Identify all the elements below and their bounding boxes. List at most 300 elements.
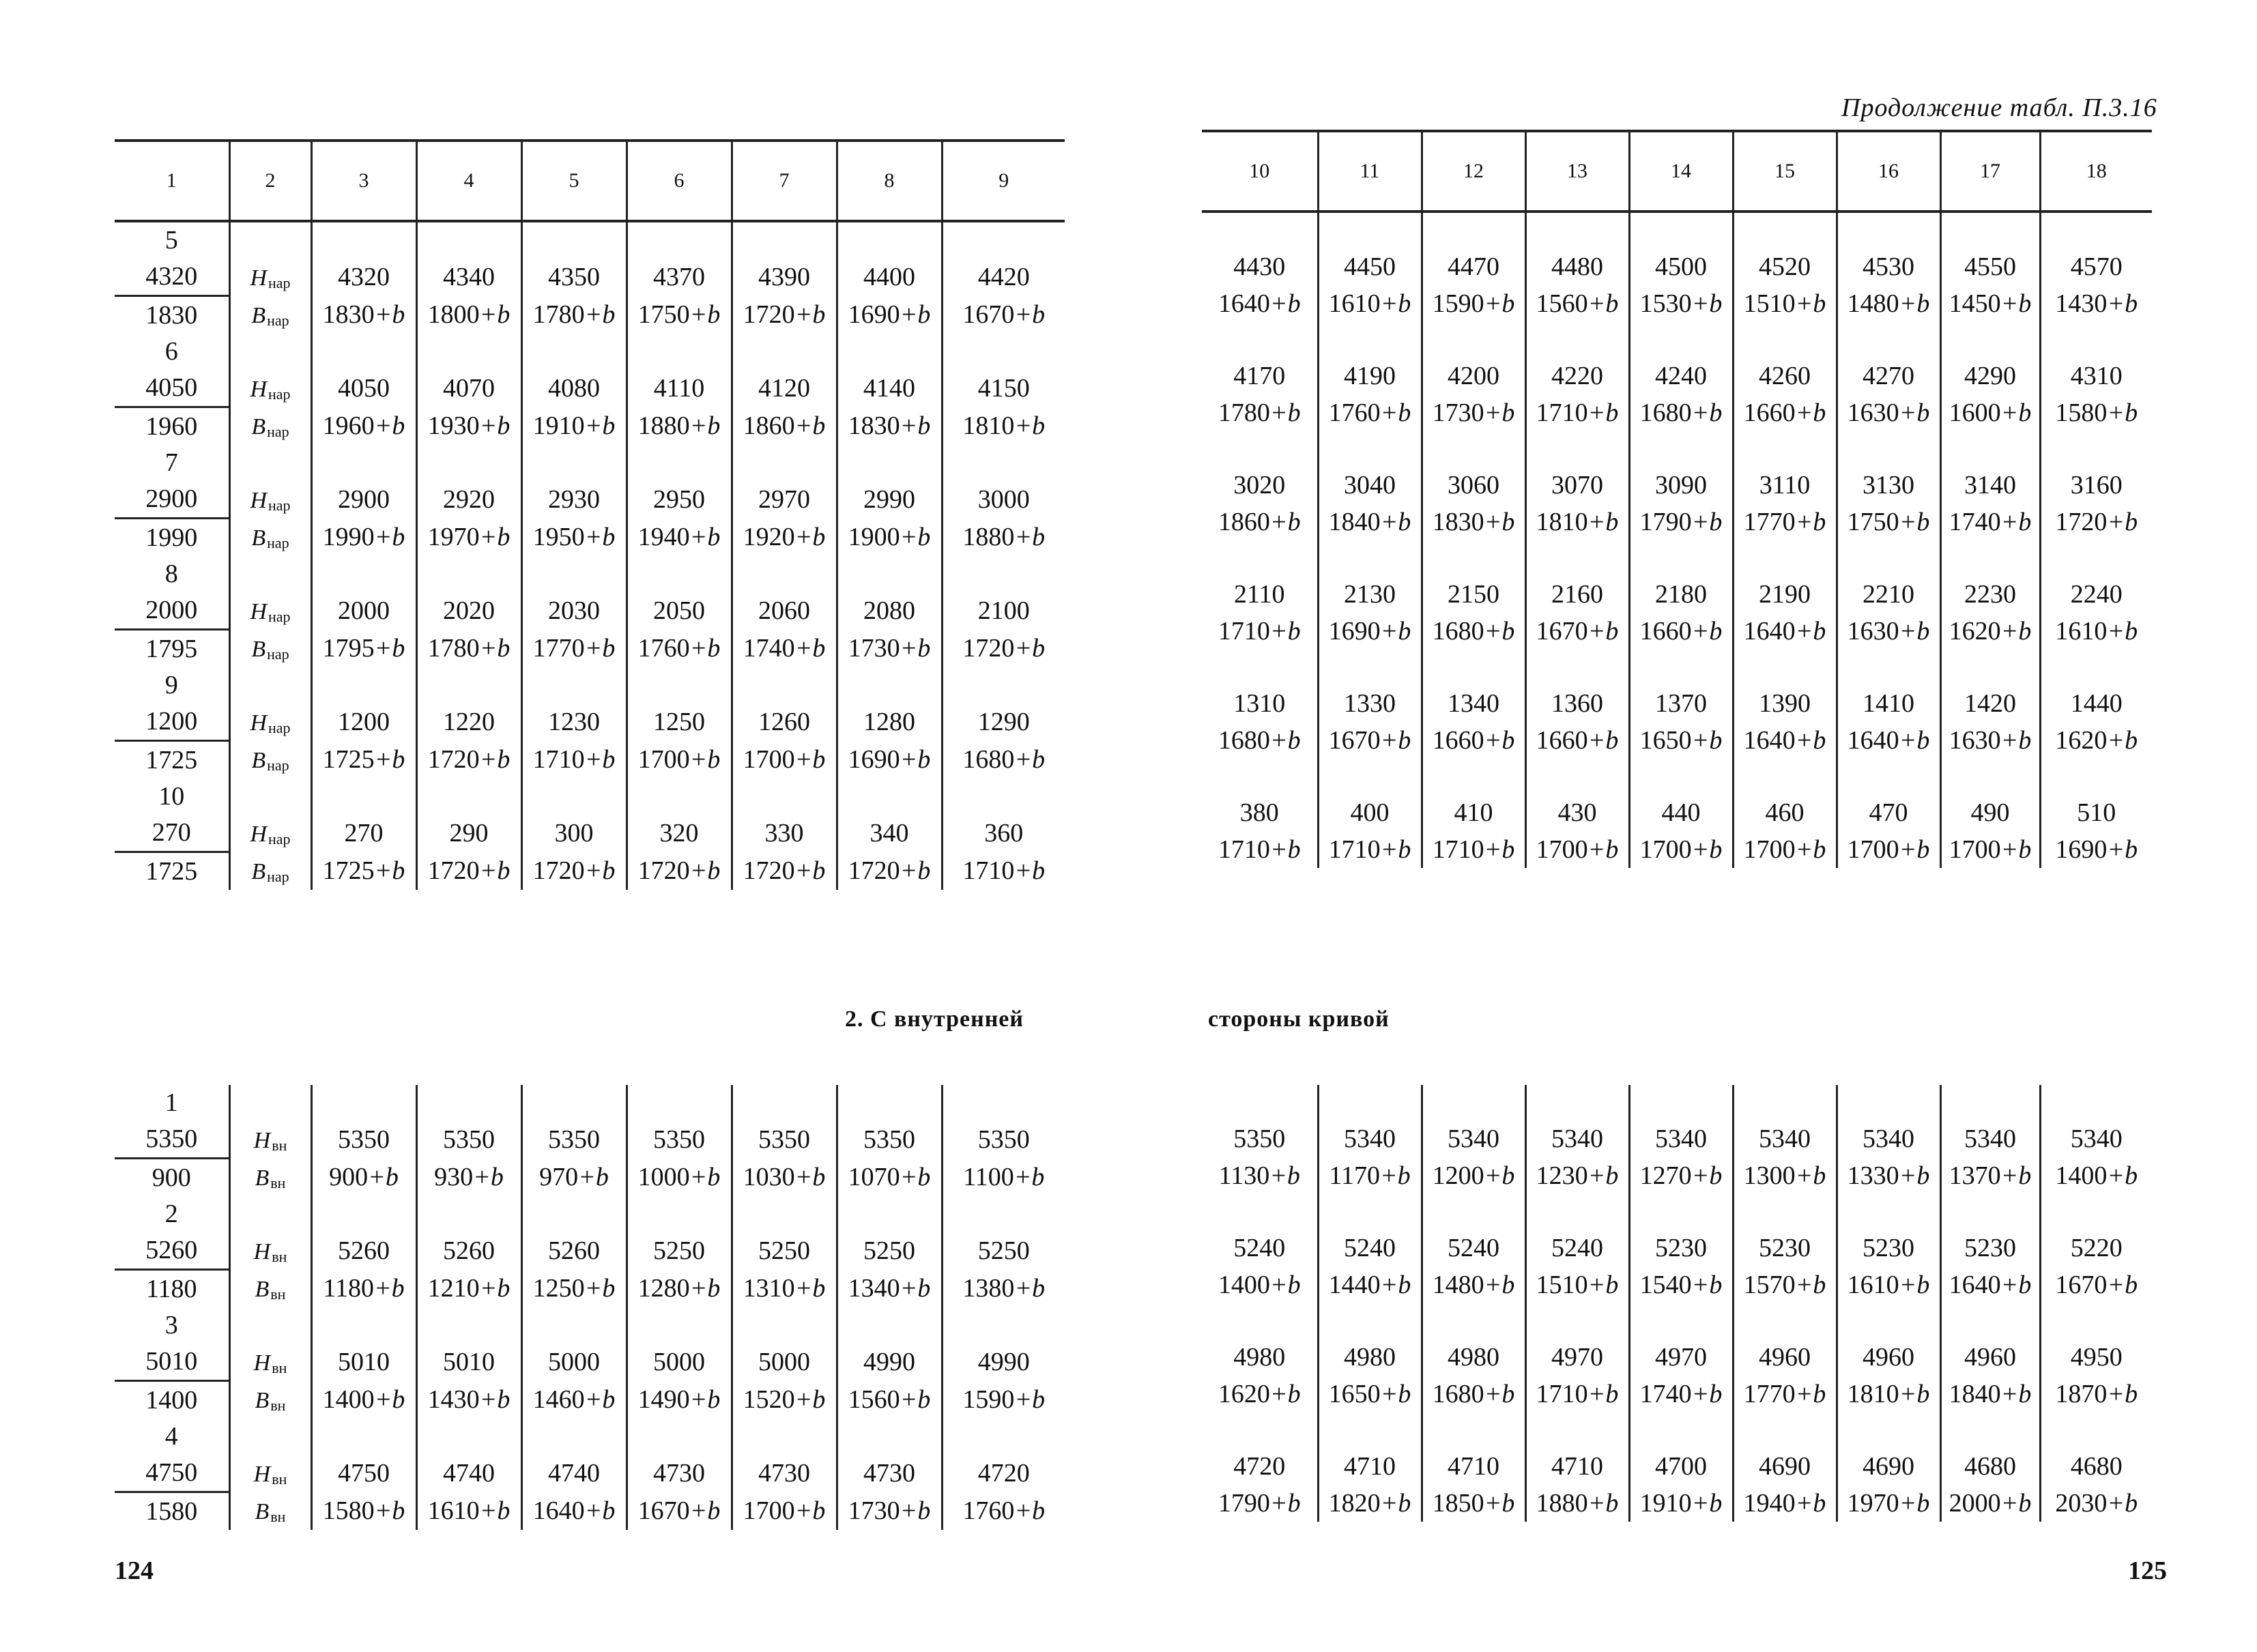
spacer-cell xyxy=(1837,1412,1940,1448)
h-value-cell xyxy=(1422,685,1525,722)
plus-b: +b xyxy=(1899,726,1930,755)
h-value-cell xyxy=(1318,467,1422,504)
b-value-cell xyxy=(1318,1266,1422,1303)
spacer-cell xyxy=(1940,1194,2040,1230)
b-value-cell xyxy=(521,630,627,668)
cell-value: 1680 xyxy=(1639,398,1692,427)
b-label-letter: B xyxy=(251,637,266,663)
group-index: 7 xyxy=(164,448,178,477)
b-value-cell xyxy=(311,1159,416,1197)
header-col-13: 13 xyxy=(1525,131,1629,212)
spacer-cell xyxy=(1733,540,1837,576)
spacer-cell xyxy=(311,1196,416,1232)
cell-value: 1840 xyxy=(1949,1380,2001,1408)
cell-value: 5230 xyxy=(1863,1234,1914,1262)
h-value-cell xyxy=(1422,1339,1525,1376)
cell-value: 1760 xyxy=(962,1496,1015,1526)
cell-value: 1720 xyxy=(427,856,480,886)
b-value-cell xyxy=(1837,1485,1940,1522)
spacer-cell xyxy=(2040,1303,2152,1339)
cell-value: 1610 xyxy=(1328,289,1381,318)
spacer-cell xyxy=(1202,1085,1318,1120)
plus-b: +b xyxy=(1795,1489,1826,1518)
h-value-cell xyxy=(416,369,521,407)
plus-b: +b xyxy=(689,745,721,774)
cell-value: 1330 xyxy=(1344,689,1396,718)
spacer-cell xyxy=(229,779,311,814)
cell-value: 4550 xyxy=(1964,252,2016,281)
cell-value: 1630 xyxy=(1949,726,2001,755)
h-value-cell xyxy=(1940,248,2040,285)
spacer-cell xyxy=(942,334,1065,369)
cell-value: 5340 xyxy=(1964,1125,2016,1153)
plus-b: +b xyxy=(1380,1380,1411,1408)
header-col-17: 17 xyxy=(1940,131,2040,212)
plus-b: +b xyxy=(479,523,511,552)
plus-b: +b xyxy=(374,1496,405,1526)
group-key-h: 5350 xyxy=(115,1120,229,1159)
group-index-row xyxy=(115,221,1065,258)
cell-value: 4710 xyxy=(1551,1452,1603,1481)
cell-value: 5340 xyxy=(2070,1125,2123,1153)
b-value-cell xyxy=(1733,831,1837,868)
b-value-cell xyxy=(1837,285,1940,322)
cell-value: 5000 xyxy=(548,1347,600,1376)
cell-value: 1640 xyxy=(1949,1271,2001,1299)
b-value-cell xyxy=(1629,394,1733,431)
h-value-cell xyxy=(942,814,1065,852)
h-value-cell xyxy=(1629,1339,1733,1376)
plus-b: +b xyxy=(1380,1489,1411,1518)
spacer-cell xyxy=(1318,212,1422,248)
h-value-cell xyxy=(732,814,837,852)
h-label-letter: H xyxy=(253,1461,271,1487)
cell-value: 1650 xyxy=(1328,1380,1381,1408)
cell-value: 1210 xyxy=(427,1274,480,1303)
group-key-h: 270 xyxy=(115,814,229,852)
header-col-9: 9 xyxy=(942,141,1065,221)
b-label xyxy=(229,1381,311,1419)
h-value-cell xyxy=(1422,794,1525,831)
cell-value: 1580 xyxy=(322,1496,375,1526)
b-label xyxy=(229,407,311,446)
spacer-cell xyxy=(837,334,942,369)
cell-value: 4240 xyxy=(1655,362,1707,390)
cell-value: 1820 xyxy=(1328,1489,1381,1518)
spacer-cell xyxy=(2040,759,2152,794)
b-label-subscript: нар xyxy=(267,423,289,441)
h-label-letter: H xyxy=(250,487,267,513)
h-value-cell xyxy=(1733,248,1837,285)
header-row-left xyxy=(115,141,1065,221)
plus-b: +b xyxy=(1691,289,1723,318)
spacer-cell xyxy=(229,667,311,703)
h-value-cell xyxy=(1525,248,1629,285)
b-value-cell xyxy=(627,296,732,334)
h-value-cell xyxy=(521,1454,627,1492)
cell-value: 410 xyxy=(1454,798,1493,827)
group-index-row xyxy=(1202,431,2152,467)
b-value-cell xyxy=(1422,831,1525,868)
cell-value: 1630 xyxy=(1847,398,1899,427)
h-value-cell xyxy=(1837,576,1940,613)
cell-value: 1710 xyxy=(1432,835,1484,864)
plus-b: +b xyxy=(578,1163,609,1192)
plus-b: +b xyxy=(794,1385,826,1415)
plus-b: +b xyxy=(1014,300,1046,330)
h-value-cell xyxy=(2040,358,2152,394)
spacer-cell xyxy=(1629,1303,1733,1339)
cell-value: 1700 xyxy=(1639,835,1692,864)
h-value-cell xyxy=(627,1120,732,1159)
h-value-cell xyxy=(2040,1448,2152,1485)
cell-value: 1410 xyxy=(1863,689,1914,718)
plus-b: +b xyxy=(584,1385,616,1415)
h-row xyxy=(1202,358,2152,394)
spacer-cell xyxy=(837,445,942,480)
plus-b: +b xyxy=(794,634,826,663)
spacer-cell xyxy=(521,1419,627,1454)
plus-b: +b xyxy=(1269,398,1301,427)
cell-value: 4450 xyxy=(1344,252,1396,281)
spacer-cell xyxy=(837,1085,942,1120)
h-label-subscript: нар xyxy=(268,385,291,403)
b-value-cell xyxy=(732,1492,837,1531)
spacer-cell xyxy=(1318,650,1422,685)
h-value-cell xyxy=(1202,685,1318,722)
section-title-inner-right: стороны кривой xyxy=(1208,1006,1390,1032)
cell-value: 1970 xyxy=(1847,1489,1899,1518)
h-value-cell xyxy=(1940,467,2040,504)
b-value-cell xyxy=(1940,1376,2040,1412)
spacer-cell xyxy=(942,445,1065,480)
b-value-cell xyxy=(837,1159,942,1197)
h-value-cell xyxy=(2040,467,2152,504)
cell-value: 1770 xyxy=(1743,508,1796,536)
cell-value: 4710 xyxy=(1344,1452,1396,1481)
plus-b: +b xyxy=(2000,289,2032,318)
cell-value: 1300 xyxy=(1743,1161,1796,1190)
cell-value: 1760 xyxy=(637,634,690,663)
cell-value: 1795 xyxy=(322,634,375,663)
b-value-cell xyxy=(1629,1485,1733,1522)
cell-value: 1830 xyxy=(1432,508,1484,536)
b-label-letter: B xyxy=(255,1165,270,1191)
cell-value: 1730 xyxy=(1432,398,1484,427)
group-key-b: 1960 xyxy=(145,412,198,441)
spacer-cell xyxy=(1318,1085,1422,1120)
b-row xyxy=(115,1270,1065,1308)
b-value-cell xyxy=(627,1492,732,1531)
cell-value: 1220 xyxy=(443,707,495,736)
cell-value: 1710 xyxy=(1218,617,1270,646)
plus-b: +b xyxy=(374,634,405,663)
spacer-cell xyxy=(311,1307,416,1343)
plus-b: +b xyxy=(900,300,931,330)
b-value-cell xyxy=(837,630,942,668)
h-value-cell xyxy=(837,1454,942,1492)
plus-b: +b xyxy=(900,856,931,886)
cell-value: 1100 xyxy=(963,1163,1014,1192)
spacer-cell xyxy=(1202,650,1318,685)
plus-b: +b xyxy=(584,523,616,552)
b-value-cell xyxy=(732,1270,837,1308)
cell-value: 340 xyxy=(869,818,909,847)
h-value-cell xyxy=(2040,248,2152,285)
plus-b: +b xyxy=(2107,726,2138,755)
cell-value: 4750 xyxy=(338,1458,390,1488)
cell-value: 1680 xyxy=(1432,617,1484,646)
cell-value: 1670 xyxy=(1536,617,1588,646)
b-value-cell xyxy=(1733,285,1837,322)
h-value-cell xyxy=(732,258,837,296)
b-value-cell xyxy=(2040,613,2152,650)
b-value-cell xyxy=(1940,394,2040,431)
h-value-cell xyxy=(1733,576,1837,613)
cell-value: 1540 xyxy=(1639,1271,1692,1299)
header-col-4: 4 xyxy=(416,141,521,221)
plus-b: +b xyxy=(2107,1271,2138,1299)
h-value-cell xyxy=(1629,1120,1733,1157)
cell-value: 4980 xyxy=(1344,1343,1396,1372)
spacer-cell xyxy=(1629,759,1733,794)
spacer-cell xyxy=(1202,1194,1318,1230)
plus-b: +b xyxy=(2107,617,2138,646)
cell-value: 1720 xyxy=(532,856,585,886)
cell-value: 1930 xyxy=(427,411,480,441)
spacer-cell xyxy=(627,1419,732,1454)
plus-b: +b xyxy=(374,523,405,552)
cell-value: 3000 xyxy=(977,484,1030,514)
cell-value: 1400 xyxy=(2055,1161,2108,1190)
b-value-cell xyxy=(627,1381,732,1419)
plus-b: +b xyxy=(1691,1489,1723,1518)
group-index-row xyxy=(1202,650,2152,685)
spacer-cell xyxy=(1318,322,1422,358)
plus-b: +b xyxy=(2000,726,2032,755)
b-value-cell xyxy=(1422,285,1525,322)
cell-value: 1710 xyxy=(962,856,1015,886)
cell-value: 5340 xyxy=(1863,1125,1914,1153)
h-value-cell xyxy=(1733,467,1837,504)
h-value-cell xyxy=(837,480,942,519)
cell-value: 4970 xyxy=(1655,1343,1707,1372)
cell-value: 2900 xyxy=(338,484,390,514)
cell-value: 1780 xyxy=(1218,398,1270,427)
h-value-cell xyxy=(942,703,1065,741)
cell-value: 2130 xyxy=(1344,580,1396,609)
cell-value: 270 xyxy=(344,818,384,847)
b-value-cell xyxy=(627,741,732,779)
h-value-cell xyxy=(1318,1448,1422,1485)
header-col-2: 2 xyxy=(229,141,311,221)
cell-value: 4730 xyxy=(758,1458,810,1488)
table-right-inner xyxy=(1202,1085,2152,1522)
cell-value: 2990 xyxy=(863,484,915,514)
b-value-cell xyxy=(416,1159,521,1197)
spacer-cell xyxy=(229,1196,311,1232)
b-label-letter: B xyxy=(255,1388,270,1414)
h-label-subscript: нар xyxy=(268,719,291,736)
h-row xyxy=(1202,1448,2152,1485)
cell-value: 2920 xyxy=(443,484,495,514)
cell-value: 2160 xyxy=(1551,580,1603,609)
spacer-cell xyxy=(2040,322,2152,358)
cell-value: 1750 xyxy=(1847,508,1899,536)
b-value-cell xyxy=(1940,1485,2040,1522)
h-value-cell xyxy=(1422,248,1525,285)
h-value-cell xyxy=(942,369,1065,407)
cell-value: 1740 xyxy=(1639,1380,1692,1408)
spacer-cell xyxy=(416,1085,521,1120)
group-index-row xyxy=(115,1196,1065,1232)
header-col-18: 18 xyxy=(2040,131,2152,212)
b-label xyxy=(229,741,311,779)
group-index: 4 xyxy=(164,1422,178,1451)
h-label-letter: H xyxy=(250,376,267,402)
cell-value: 1480 xyxy=(1847,289,1899,318)
b-value-cell xyxy=(1318,613,1422,650)
cell-value: 4950 xyxy=(2070,1343,2123,1372)
spacer-cell xyxy=(1525,1412,1629,1448)
plus-b: +b xyxy=(374,1385,405,1415)
cell-value: 4120 xyxy=(758,373,810,403)
header-col-8: 8 xyxy=(837,141,942,221)
b-value-cell xyxy=(2040,504,2152,540)
h-value-cell xyxy=(1940,1230,2040,1266)
spacer-cell xyxy=(732,556,837,592)
spacer-cell xyxy=(1525,1303,1629,1339)
h-value-cell xyxy=(416,258,521,296)
plus-b: +b xyxy=(689,411,721,441)
plus-b: +b xyxy=(900,523,931,552)
cell-value: 1790 xyxy=(1218,1489,1270,1518)
b-value-cell xyxy=(942,1270,1065,1308)
b-value-cell xyxy=(627,1270,732,1308)
b-row xyxy=(1202,831,2152,868)
plus-b: +b xyxy=(2107,1489,2138,1518)
b-row xyxy=(115,852,1065,890)
plus-b: +b xyxy=(1795,1271,1826,1299)
plus-b: +b xyxy=(1795,398,1826,427)
h-label-letter: H xyxy=(250,710,267,736)
spacer-cell xyxy=(627,1085,732,1120)
cell-value: 5350 xyxy=(863,1125,915,1154)
b-label xyxy=(229,1492,311,1531)
spacer-cell xyxy=(416,667,521,703)
plus-b: +b xyxy=(2000,1380,2032,1408)
plus-b: +b xyxy=(1899,617,1930,646)
b-row xyxy=(1202,504,2152,540)
b-row xyxy=(1202,1157,2152,1194)
spacer-cell xyxy=(942,1085,1065,1120)
cell-value: 1530 xyxy=(1639,289,1692,318)
b-value-cell xyxy=(1940,1266,2040,1303)
b-value-cell xyxy=(416,741,521,779)
b-label xyxy=(229,296,311,334)
h-row xyxy=(115,592,1065,630)
cell-value: 1480 xyxy=(1432,1271,1484,1299)
spacer-cell xyxy=(732,1196,837,1232)
cell-value: 5240 xyxy=(1344,1234,1396,1262)
b-row xyxy=(1202,285,2152,322)
spacer-cell xyxy=(1525,322,1629,358)
h-row xyxy=(115,1343,1065,1381)
plus-b: +b xyxy=(1691,617,1723,646)
cell-value: 1130 xyxy=(1218,1161,1270,1190)
cell-value: 1030 xyxy=(743,1163,795,1192)
h-value-cell xyxy=(521,1120,627,1159)
h-value-cell xyxy=(1318,1339,1422,1376)
b-label xyxy=(229,519,311,557)
b-label-letter: B xyxy=(251,414,266,440)
b-value-cell xyxy=(1422,1157,1525,1194)
cell-value: 1800 xyxy=(427,300,480,330)
h-value-cell xyxy=(1733,685,1837,722)
b-label-letter: B xyxy=(251,525,266,551)
b-row xyxy=(115,519,1065,557)
h-value-cell xyxy=(1837,248,1940,285)
plus-b: +b xyxy=(1269,1380,1301,1408)
h-value-cell xyxy=(837,1120,942,1159)
spacer-cell xyxy=(2040,212,2152,248)
group-key-h: 5260 xyxy=(115,1232,229,1270)
group-index-row xyxy=(115,1085,1065,1120)
spacer-cell xyxy=(1422,431,1525,467)
b-value-cell xyxy=(837,407,942,446)
page-left xyxy=(0,0,1128,1652)
b-value-cell xyxy=(2040,285,2152,322)
group-index: 9 xyxy=(164,671,178,699)
plus-b: +b xyxy=(1691,726,1723,755)
cell-value: 4740 xyxy=(548,1458,600,1488)
cell-value: 2950 xyxy=(653,484,705,514)
spacer-cell xyxy=(521,1196,627,1232)
spacer-cell xyxy=(311,1419,416,1454)
cell-value: 970 xyxy=(539,1163,579,1192)
plus-b: +b xyxy=(1484,835,1515,864)
h-value-cell xyxy=(311,1232,416,1270)
h-label-subscript: нар xyxy=(268,830,291,847)
cell-value: 1910 xyxy=(1639,1489,1692,1518)
cell-value: 4960 xyxy=(1759,1343,1811,1372)
b-value-cell xyxy=(2040,831,2152,868)
spacer-cell xyxy=(1940,1085,2040,1120)
b-row xyxy=(1202,1376,2152,1412)
b-value-cell xyxy=(1318,722,1422,759)
b-value-cell xyxy=(1202,1157,1318,1194)
cell-value: 1000 xyxy=(637,1163,690,1192)
plus-b: +b xyxy=(479,856,511,886)
plus-b: +b xyxy=(584,745,616,774)
b-value-cell xyxy=(311,519,416,557)
spacer-cell xyxy=(942,1196,1065,1232)
group-key-b: 1990 xyxy=(145,523,198,552)
cell-value: 4050 xyxy=(338,373,390,403)
b-value-cell xyxy=(627,407,732,446)
h-value-cell xyxy=(1629,248,1733,285)
b-value-cell xyxy=(837,1270,942,1308)
cell-value: 1840 xyxy=(1328,508,1381,536)
h-label xyxy=(229,1454,311,1492)
spacer-cell xyxy=(1733,1412,1837,1448)
b-value-cell xyxy=(416,1381,521,1419)
b-value-cell xyxy=(1837,722,1940,759)
b-value-cell xyxy=(837,852,942,890)
spacer-cell xyxy=(732,1085,837,1120)
spacer-cell xyxy=(942,1419,1065,1454)
plus-b: +b xyxy=(1269,1271,1301,1299)
